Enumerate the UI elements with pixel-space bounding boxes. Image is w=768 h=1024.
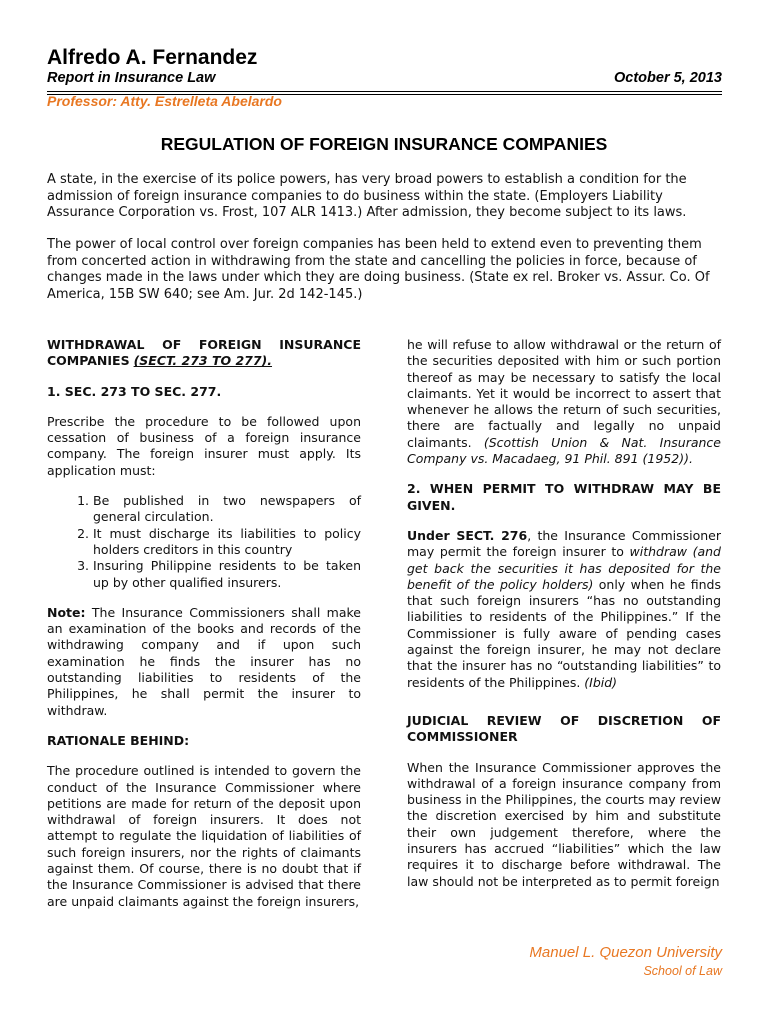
- under-sect-italic: withdraw (and get back the securities it has deposited for the benefit of the policy holders): [407, 544, 721, 592]
- judicial-word: JUDICIAL: [407, 712, 469, 728]
- under-sect-label: Under SECT. 276: [407, 527, 528, 543]
- judicial-word: DISCRETION: [597, 712, 684, 728]
- judicial-paragraph: When the Insurance Commissioner approves the withdrawal of a foreign insurance company from business in the Philippines, the courts may review the discretion exercised by him and substitute their own judgement therefore, where the insurers has accrued “liabilities” which the law requires it to discharge before withdrawal. The law should not be interpreted as to permit foreign: [407, 759, 721, 889]
- note-label: Note:: [47, 604, 86, 620]
- judicial-word: REVIEW: [486, 712, 542, 728]
- rationale-paragraph: The procedure outlined is intended to govern the conduct of the Insurance Commissioner where petitions are made for return of the deposit upon withdrawal of foreign insurers. It does not attempt to regulate the liquidation of liabilities of such foreign insurers, nor the rights of claimants against them. Of course, there is no doubt that if the Insurance Commissioner is advised that there are unpaid claimants against the foreign insurers,: [47, 763, 361, 909]
- judicial-heading-line-1: [407, 713, 721, 729]
- professor-line: Professor: Atty. Estrelleta Abelardo: [47, 93, 282, 109]
- note-text: The Insurance Commissioners shall make an examination of the books and records of the withdrawing company and if upon such examination he finds the insurer has no outstanding liabilities to residents of the Philippines, he shall permit the insurer to withdraw.: [47, 604, 361, 718]
- withdrawal-heading-text: WITHDRAWAL OF FOREIGN INSURANCE COMPANIES: [47, 337, 361, 369]
- report-subject: Report in Insurance Law: [47, 70, 216, 86]
- intro-paragraph-1: A state, in the exercise of its police powers, has very broad powers to establish a condition for the admission of foreign insurance companies to do business within the state. (Employers Liability Assurance Corporation vs. Frost, 107 ALR 1413.) After admission, they become subject to its laws.: [47, 172, 687, 220]
- withdrawal-sect-ref: (SECT. 273 TO 277).: [133, 353, 273, 369]
- footer-university: Manuel L. Quezon University: [529, 944, 722, 961]
- under-sect-text-b: only when he finds that such foreign insurers “has no outstanding liabilities to residents of the Philippines.” If the Commissioner is fully aware of pending cases against the foreign insurer, he may not declare that the insurer has no “outstanding liabilities” to residents of the Philippines.: [407, 576, 721, 690]
- list-item: 2. It must discharge its liabilities to policy holders creditors in this country: [93, 526, 361, 559]
- footer-school: School of Law: [643, 964, 722, 978]
- permit-heading: 2. WHEN PERMIT TO WITHDRAW MAY BE GIVEN.: [407, 481, 721, 513]
- list-item: 1. Be published in two newspapers of general circulation.: [93, 493, 361, 526]
- under-sect-paragraph: [407, 528, 721, 691]
- judicial-word: OF: [560, 712, 580, 728]
- judicial-word: OF: [701, 712, 721, 728]
- withdrawal-heading: [47, 337, 361, 370]
- left-column: [47, 337, 361, 910]
- continuation-text: he will refuse to allow withdrawal or the return of the securities deposited with him or such portion thereof as may be necessary to satisfy the local claimants. Yet it would be incorrect to assert that whenever he allows the return of such securities, there are factually and legally no unpaid claimants.: [407, 337, 721, 450]
- judicial-heading-line-2: COMMISSIONER: [407, 729, 518, 745]
- sec-heading: 1. SEC. 273 TO SEC. 277.: [47, 383, 222, 399]
- rationale-heading: RATIONALE BEHIND:: [47, 732, 190, 748]
- prescribe-paragraph: Prescribe the procedure to be followed upon cessation of business of a foreign insurance company. The foreign insurer must apply. Its application must:: [47, 413, 361, 478]
- report-date: October 5, 2013: [614, 70, 722, 86]
- note-paragraph: [47, 605, 361, 719]
- under-sect-citation: (Ibid): [584, 674, 618, 690]
- intro-paragraph-2: The power of local control over foreign companies has been held to extend even to preventing them from concerted action in withdrawing from the state and cancelling the policies in force, because of changes made in the laws under which they are doing business. (State ex rel. Broker vs. Assur. Co. Of America, 15B SW 640; see Am. Jur. 2d 142-145.): [47, 237, 710, 302]
- right-column: [407, 337, 721, 890]
- continuation-citation: (Scottish Union & Nat. Insurance Company vs. Macadaeg, 91 Phil. 891 (1952)).: [407, 434, 721, 467]
- continuation-paragraph: [407, 337, 721, 467]
- under-sect-text-a: , the Insurance Commissioner may permit the foreign insurer to: [407, 527, 721, 560]
- report-line: [47, 70, 722, 86]
- list-item: 3. Insuring Philippine residents to be taken up by other qualified insurers.: [93, 558, 361, 591]
- document-title: REGULATION OF FOREIGN INSURANCE COMPANIES: [160, 134, 608, 154]
- author-name: Alfredo A. Fernandez: [47, 46, 258, 69]
- requirements-list: [47, 493, 361, 591]
- header-rule-top: [47, 91, 722, 92]
